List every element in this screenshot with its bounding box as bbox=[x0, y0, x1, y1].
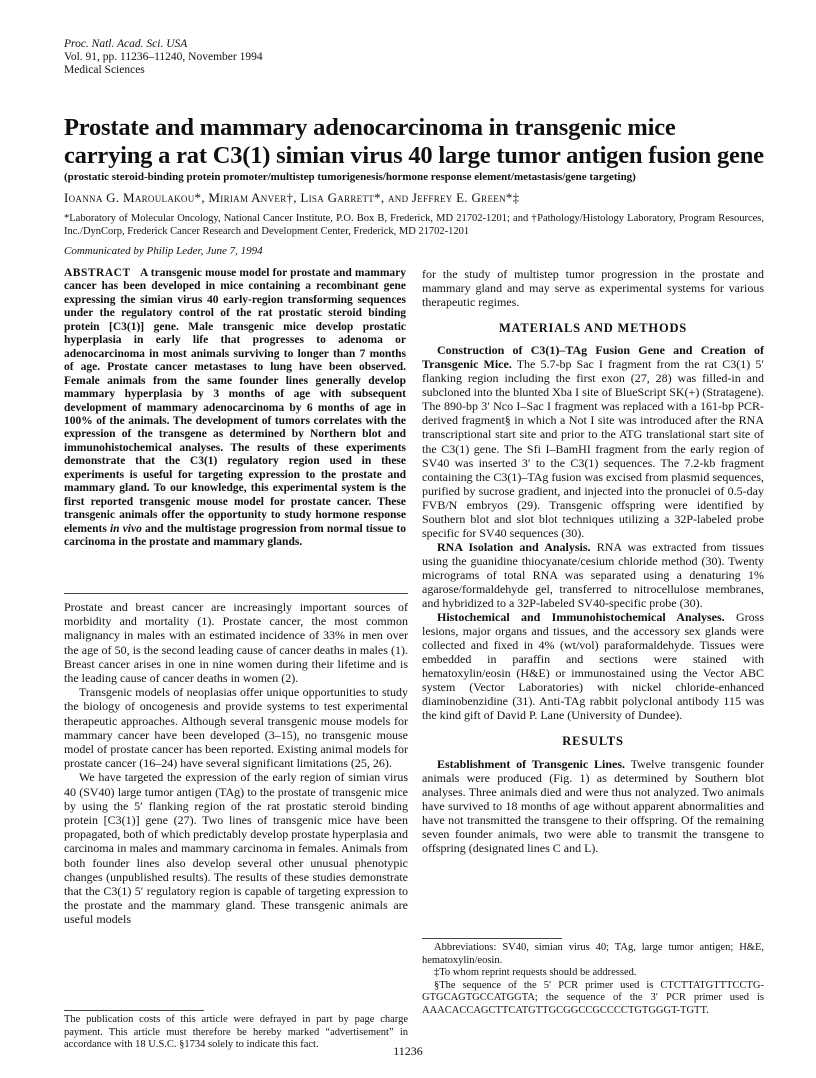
methods-histo-body: Gross lesions, major organs and tissues, and the accessory sex glands were collected and fixed in 4% (wt/vol) paraformaldehyde. Tissues were embedded in paraffin and sections were stained with hematoxylin/eosin (H&E) or immunostained using the Vector ABC system (Vector Laboratories) with nickel chloride-enhanced diaminobenzidine (31). Anti-TAg rabbit polyclonal antibody 115 was the kind gift of David P. Lane (University of Dundee). bbox=[422, 610, 764, 723]
intro-paragraph-3: We have targeted the expression of the early region of simian virus 40 (SV40) large tumor antigen (TAg) to the prostate of transgenic mice by using the 5′ flanking region of the rat prostatic steroid binding protein [C3(1)] gene (27). Two lines of transgenic mice have been propagated, both of which predictably develop prostate hyperplasia and carcinoma in males and mammary carcinoma in females. Animals from both founder lines also develop several other unusual phenotypic changes (unpublished results). The results of these studies demonstrate that the C3(1) 5′ regulatory region is capable of targeting expression to the prostate and the mammary gland. These transgenic animals are useful models bbox=[64, 770, 408, 927]
footnotes bbox=[422, 942, 764, 1017]
intro-continuation: for the study of multistep tumor progression in the prostate and mammary gland and may serve as experimental systems for various therapeutic regimes. bbox=[422, 267, 764, 310]
intro-paragraph-1: Prostate and breast cancer are increasingly important sources of morbidity and mortality (1). Prostate cancer, the most common malignancy in males with an estimated incidence of 33% in men over the age of 50, is the second leading cause of cancer deaths in males (1). Breast cancer arises in one in nine women during their lifetime and is the leading cause of cancer deaths in women (2). bbox=[64, 600, 408, 686]
footnote-divider bbox=[64, 1010, 204, 1011]
footnote-abbreviations: Abbreviations: SV40, simian virus 40; TAg, large tumor antigen; H&E, hematoxylin/eosin. bbox=[422, 942, 764, 966]
footnote-pcr: §The sequence of the 5′ PCR primer used is CTCTTATGTTTCCTG-GTGCAGTGCCATGGTA; the sequence of the 3′ PCR primer used is AAACACCAGCTTCATGTTGCGGCCGCCCCTGTGGGT-TGTT. bbox=[422, 979, 764, 1016]
journal-header bbox=[64, 38, 263, 77]
abstract-label: ABSTRACT bbox=[64, 267, 131, 279]
journal-name: Proc. Natl. Acad. Sci. USA bbox=[64, 38, 188, 50]
methods-rna-body: RNA was extracted from tissues using the guanidine thiocyanate/cesium chloride method (30). Twenty micrograms of total RNA was separated using a denaturing 1% agarose/formaldehyde gel, transferred to nitrocellulose membranes, and hybridized to a 32P-labeled SV40-specific probe (30). bbox=[422, 539, 765, 611]
introduction bbox=[64, 600, 408, 927]
page-number: 11236 bbox=[393, 1044, 423, 1058]
article-title: Prostate and mammary adenocarcinoma in transgenic mice carrying a rat C3(1) simian virus 40 large tumor antigen fusion gene bbox=[64, 114, 764, 169]
footnote-reprint: ‡To whom reprint requests should be addressed. bbox=[434, 967, 637, 978]
results-establishment-head: Establishment of Transgenic Lines. bbox=[437, 756, 625, 771]
keywords: (prostatic steroid-binding protein promoter/multistep tumorigenesis/hormone response element/metastasis/gene targeting) bbox=[64, 171, 636, 183]
communicated-by: Communicated by Philip Leder, June 7, 1994 bbox=[64, 245, 263, 257]
methods-histo-head: Histochemical and Immunohistochemical Analyses. bbox=[437, 610, 725, 625]
methods-histo bbox=[422, 610, 764, 722]
methods-construction-body: The 5.7-bp Sac I fragment from the rat C3(1) 5′ flanking region including the first exon (27, 28) was filled-in and subcloned into the blunted Xba I site of BlueScript SK(+) (Stratagene). The 890-bp 3′ Nco I–Sac I fragment was replaced with a 161-bp PCR-derived fragment§ in which a Not I site was introduced after the RNA transcriptional start site and prior to the ATG translational start site of the C3(1) gene. The Sfi I–BamHI fragment from the early region of SV40 was inserted 3′ to the C3(1) sequences. The 7.2-kb fragment containing the C3(1)–TAg fusion was excised from plasmid sequences, purified by sucrose gradient, and injected into the pronuclei of 0.5-day FVB/N embryos (29). Transgenic offspring were identified by Southern blot and slot blot techniques utilizing a 32P-labeled probe specific for SV40 sequences (30). bbox=[422, 357, 764, 540]
journal-section: Medical Sciences bbox=[64, 64, 145, 76]
publication-cost-note: The publication costs of this article were defrayed in part by page charge payment. This article must therefore be hereby marked “advertisement” in accordance with 18 U.S.C. §1734 solely to indicate this fact. bbox=[64, 1014, 408, 1050]
abstract-divider bbox=[64, 593, 408, 594]
results-establishment-body: Twelve transgenic founder animals were produced (Fig. 1) as determined by Southern blot analyses. Three animals died and were thus not analyzed. Two animals have survived to 18 months of age without apparent abnormalities and have not transmitted the transgene to their offspring. Of the remaining seven founder animals, two were able to transmit the transgene to offspring (designated lines C and L). bbox=[422, 756, 764, 855]
results-heading: RESULTS bbox=[562, 734, 624, 749]
abstract-italic: in vivo bbox=[109, 522, 142, 535]
authors: Ioanna G. Maroulakou*, Miriam Anver†, Lisa Garrett*, and Jeffrey E. Green*‡ bbox=[64, 190, 520, 205]
methods-construction bbox=[422, 343, 764, 540]
methods-rna-head: RNA Isolation and Analysis. bbox=[437, 539, 591, 554]
right-column bbox=[422, 267, 764, 855]
intro-paragraph-2: Transgenic models of neoplasias offer unique opportunities to study the biology of oncogenesis and provide systems to test experimental therapeutic approaches. Although several transgenic mouse models for mammary cancer have been developed (3–15), no transgenic mouse model of prostate cancer has been reported. Existing animal models for prostate cancer (16–24) have several significant limitations (25, 26). bbox=[64, 685, 408, 771]
right-footnote-divider bbox=[422, 938, 562, 939]
methods-heading: MATERIALS AND METHODS bbox=[498, 321, 688, 336]
journal-volume: Vol. 91, pp. 11236–11240, November 1994 bbox=[64, 51, 263, 63]
methods-construction-head: Construction of C3(1)–TAg Fusion Gene and Creation of Transgenic Mice. bbox=[422, 343, 764, 372]
abstract-text: A transgenic mouse model for prostate and mammary cancer has been developed in mice containing a recombinant gene expressing the simian virus 40 early-region transforming sequences under the regulatory control of the rat prostatic steroid binding protein [C3(1)] gene. Male transgenic mice develop prostatic hyperplasia in early life that progresses to adenoma or adenocarcinoma in most animals surviving to longer than 7 months of age. Prostate cancer metastases to lung have been observed. Female animals from the same founder lines generally develop mammary hyperplasia by 3 months of age with subsequent development of mammary adenocarcinoma by 6 months of age in 100% of the animals. The development of tumors correlates with the expression of the transgene as determined by Northern blot and immunohistochemical analyses. The results of these experiments demonstrate that the C3(1) regulatory region used in these experiments is useful for targeting expression to the prostate and mammary gland. To our knowledge, this experimental system is the first reported transgenic mouse model for prostate cancer. These transgenic animals offer the opportunity to study hormone response elements bbox=[64, 267, 407, 535]
abstract bbox=[64, 267, 406, 550]
methods-rna bbox=[422, 540, 764, 610]
abstract-text-end: and the multistage progression from normal tissue to carcinoma in the prostate and mammary glands. bbox=[64, 522, 407, 549]
results-establishment bbox=[422, 757, 764, 855]
affiliations: *Laboratory of Molecular Oncology, National Cancer Institute, P.O. Box B, Frederick, MD 21702-1201; and †Pathology/Histology Laboratory, Program Resources, Inc./DynCorp, Frederick Cancer Research and Development Center, Frederick, MD 21702-1201 bbox=[64, 213, 764, 237]
